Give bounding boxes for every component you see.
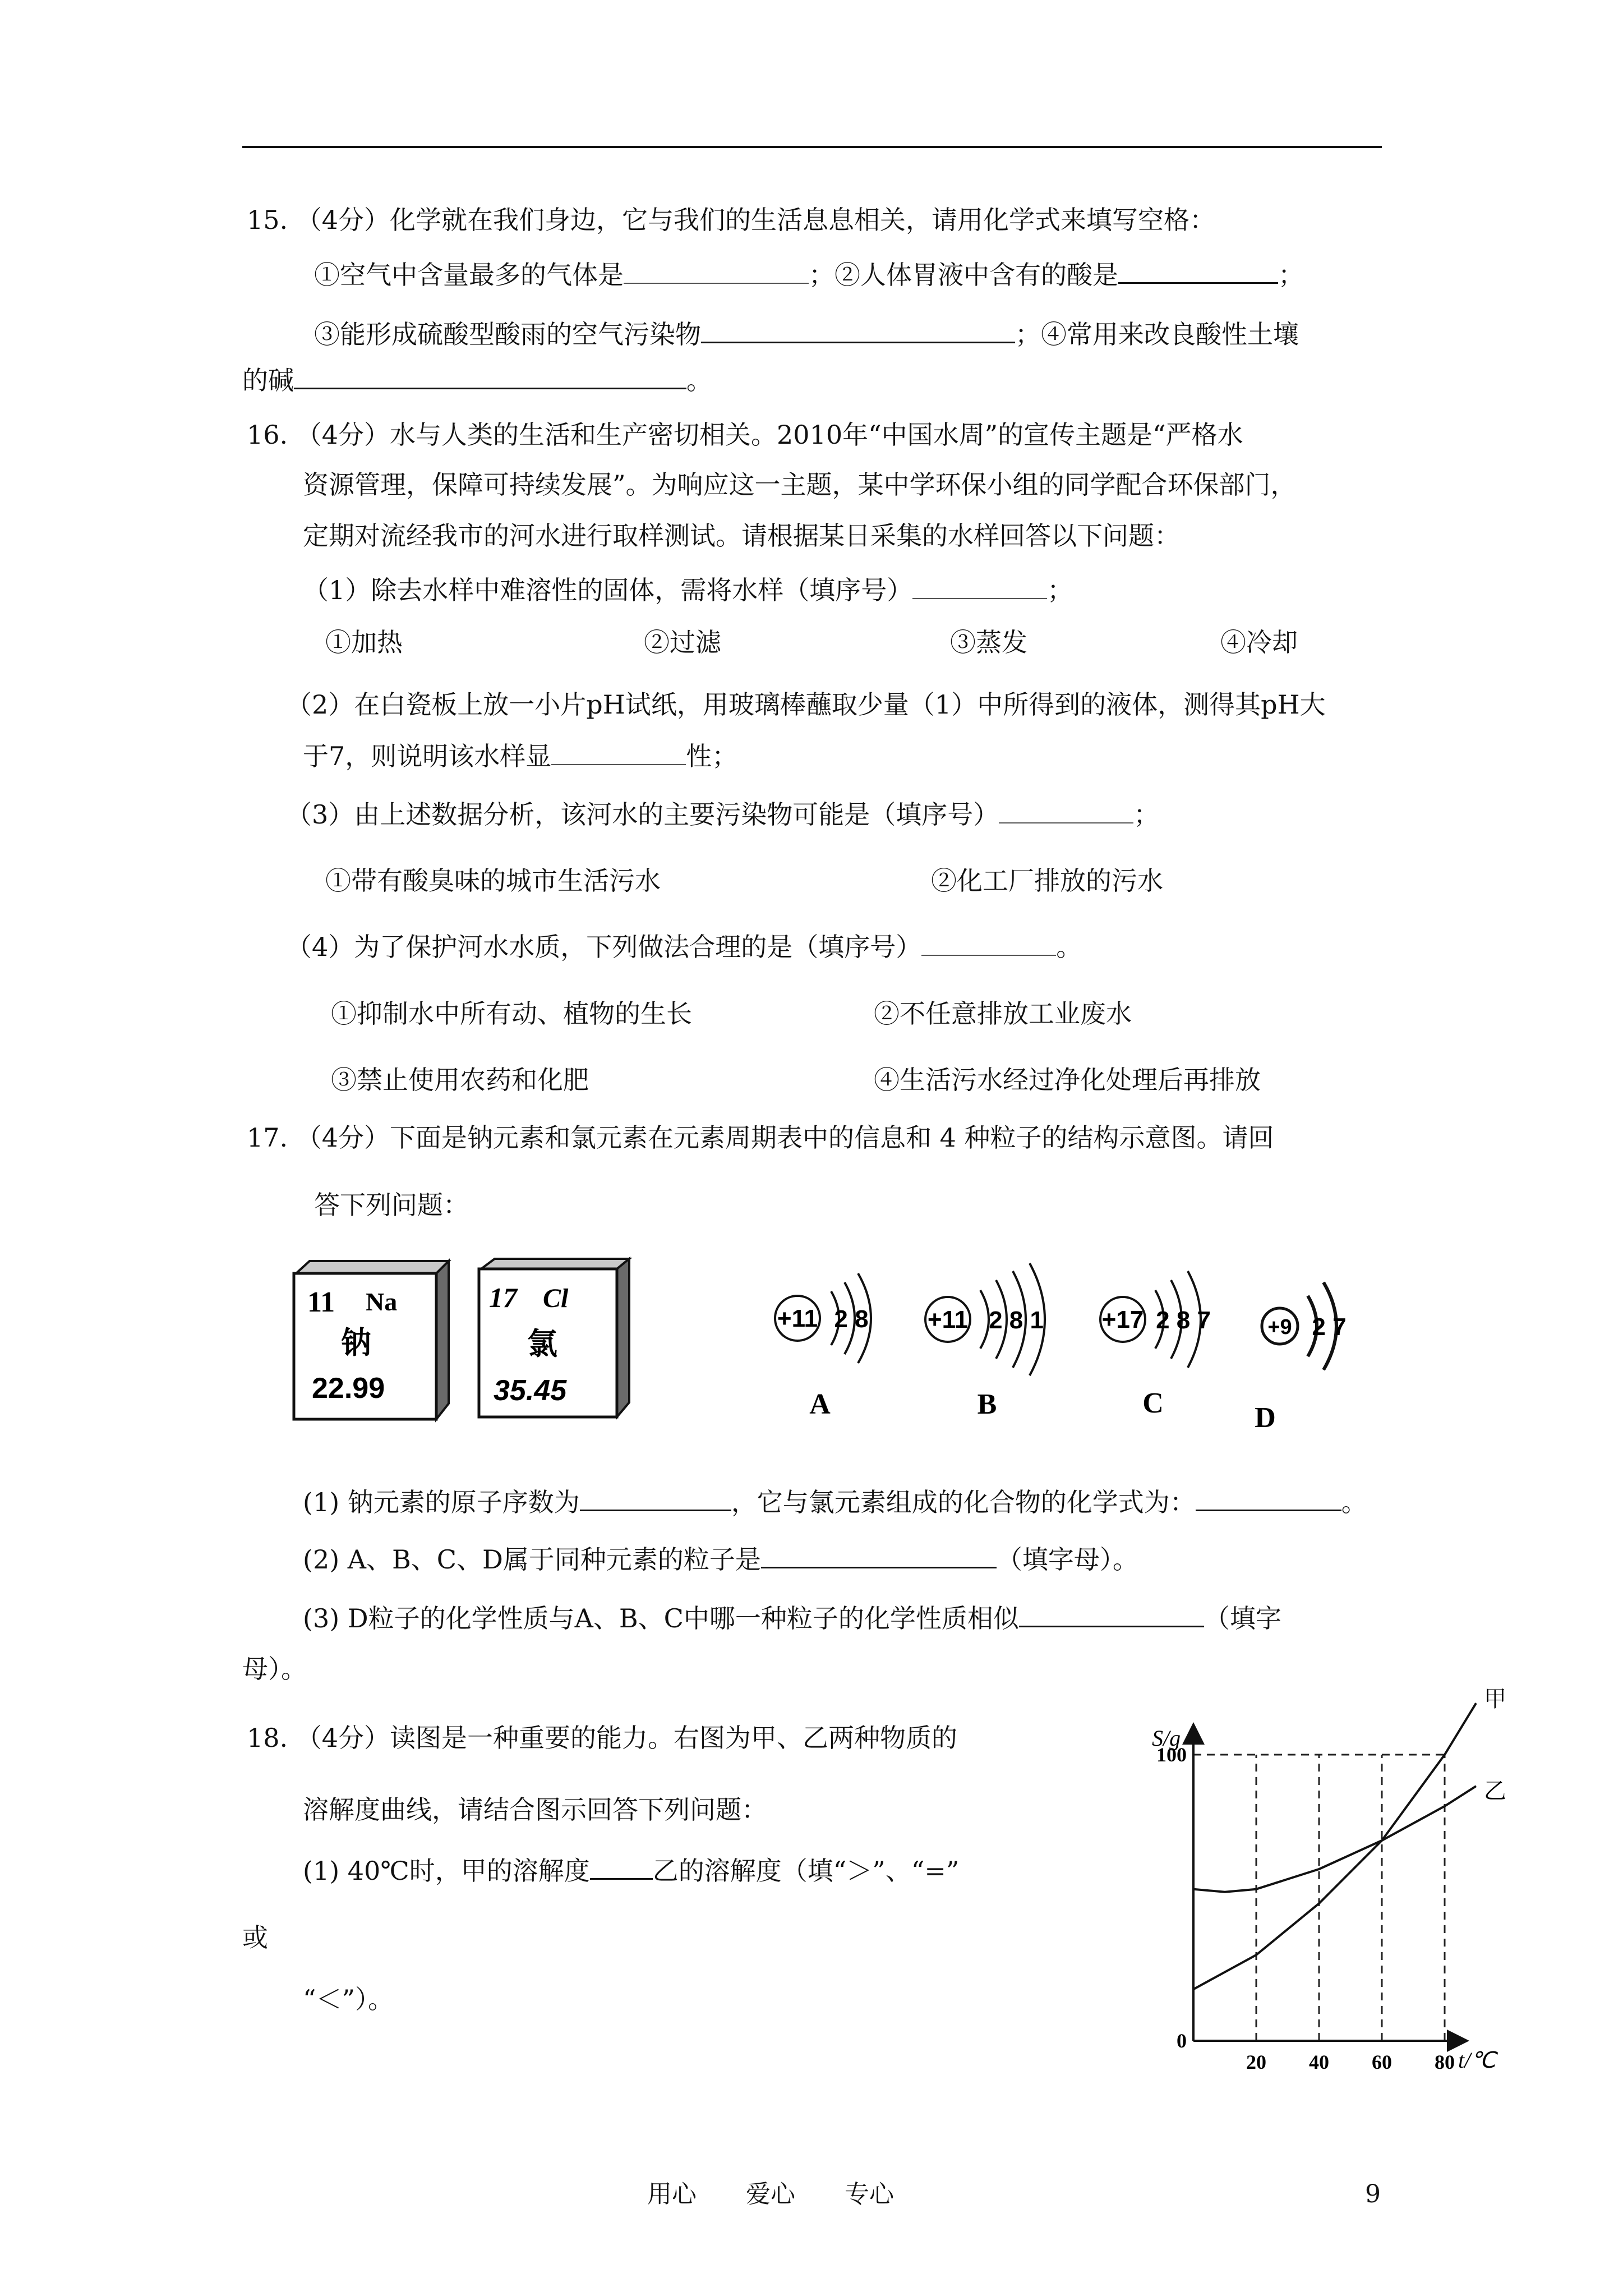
particle-c-diagram: [1094, 1251, 1234, 1419]
q16-p4: （4）为了保护河水水质，下列做法合理的是（填序号）: [286, 932, 922, 962]
q17-blank-1[interactable]: [580, 1489, 731, 1511]
q15-l3b: 。: [686, 365, 712, 395]
q16-opt4-4: ④生活污水经过净化处理后再排放: [874, 1065, 1261, 1095]
x-axis-label: t/℃: [1458, 2047, 1496, 2073]
q16-opt4-1: ①抑制水中所有动、植物的生长: [331, 999, 692, 1029]
q16-part2-a: （2）在白瓷板上放一小片pH试纸，用玻璃棒蘸取少量（1）中所得到的液体，测得其pH大: [286, 689, 1326, 720]
q18-p1a: (1) 40℃时，甲的溶解度: [303, 1856, 590, 1886]
q16-p4-end: 。: [1056, 932, 1082, 962]
q17-part1: [303, 1485, 1367, 1519]
q17-p2a: (2) A、B、C、D属于同种元素的粒子是: [303, 1544, 761, 1575]
q17-part3-end: 母）。: [242, 1654, 307, 1684]
q16-blank-1[interactable]: [912, 578, 1047, 599]
q15-line2: [314, 318, 1299, 351]
q16-stem-3: 定期对流经我市的河水进行取样测试。请根据某日采集的水样回答以下问题：: [303, 521, 1180, 551]
series-label-0: 甲: [1484, 1686, 1506, 1713]
q18-stem-2: 溶解度曲线，请结合图示回答下列问题：: [303, 1795, 767, 1825]
q15-blank-4[interactable]: [294, 367, 686, 389]
particle-a-nucleus: +11: [777, 1305, 818, 1332]
particle-c-label: C: [1142, 1387, 1164, 1419]
particle-a-label: A: [809, 1388, 831, 1420]
q16-stem-2: 资源管理，保障可持续发展”。为响应这一主题，某中学环保小组的同学配合环保部门，: [303, 470, 1297, 500]
solubility-chart: [1144, 1686, 1537, 2104]
q16-opt3-2: ②化工厂排放的污水: [931, 866, 1163, 896]
q17-stem-2: 答下列问题：: [314, 1190, 469, 1220]
y-axis-label: S/g: [1152, 1726, 1181, 1751]
q18-blank-1[interactable]: [590, 1858, 653, 1880]
q16-blank-4[interactable]: [921, 935, 1056, 956]
q16-stem-1: 16. （4分）水与人类的生活和生产密切相关。2010年“中国水周”的宣传主题是“严格水: [247, 420, 1243, 450]
q15-blank-1[interactable]: [624, 263, 809, 284]
q15-blank-3[interactable]: [701, 321, 1015, 343]
q15-l2a: ③能形成硫酸型酸雨的空气污染物: [314, 319, 701, 349]
series-label-1: 乙: [1484, 1778, 1506, 1805]
q15-blank-2[interactable]: [1118, 262, 1278, 284]
q16-p2b-end: 性；: [686, 741, 738, 771]
q16-p1: （1）除去水样中难溶性的固体，需将水样（填序号）: [303, 575, 913, 605]
q16-opt1-4: ④冷却: [1220, 627, 1298, 657]
q16-blank-2[interactable]: [551, 744, 686, 765]
q16-opt1-3: ③蒸发: [950, 627, 1027, 657]
particle-b-nucleus: +11: [927, 1306, 969, 1333]
particle-a-shells: 2 8: [834, 1305, 869, 1333]
q16-part2-b: [303, 739, 737, 773]
q16-blank-3[interactable]: [999, 802, 1133, 823]
chart-series-group: [1193, 1686, 1506, 1989]
q17-p3a: (3) D粒子的化学性质与A、B、C中哪一种粒子的化学性质相似: [303, 1603, 1019, 1634]
q17-p2b: （填字母）。: [996, 1544, 1138, 1575]
q16-part4: [286, 930, 1082, 964]
q16-p3-end: ；: [1133, 799, 1160, 830]
particle-d-label: D: [1255, 1402, 1276, 1434]
chart-reference-lines: [1193, 1755, 1445, 2041]
particle-d-nucleus: +9: [1267, 1315, 1292, 1339]
q16-opt4-3: ③禁止使用农药和化肥: [331, 1065, 589, 1095]
q17-blank-2[interactable]: [1196, 1489, 1341, 1511]
y-tick-100: 100: [1156, 1743, 1187, 1766]
q18-part1: [303, 1854, 959, 1888]
q16-opt1-2: ②过滤: [644, 627, 721, 657]
q18-stem-1: 18. （4分）读图是一种重要的能力。右图为甲、乙两种物质的: [247, 1723, 958, 1753]
x-tick-40: 40: [1309, 2051, 1329, 2073]
q15-stem: 15. （4分）化学就在我们身边，它与我们的生活息息相关，请用化学式来填写空格：: [247, 205, 1216, 235]
header-rule: [242, 146, 1382, 148]
q16-opt3-1: ①带有酸臭味的城市生活污水: [325, 866, 661, 896]
q17-p1c: 。: [1341, 1487, 1367, 1517]
page-number: 9: [1365, 2180, 1381, 2208]
footer-motto: 用心 爱心 专心: [647, 2180, 894, 2208]
sodium-card: [280, 1257, 454, 1430]
chlorine-name: 氯: [527, 1326, 557, 1361]
q16-part1: [303, 573, 1073, 607]
x-tick-60: 60: [1372, 2051, 1392, 2073]
q17-part2: [303, 1543, 1138, 1576]
x-tick-80: 80: [1435, 2051, 1455, 2073]
q16-part3: [286, 798, 1159, 831]
chlorine-mass: 35.45: [494, 1374, 567, 1407]
particle-a-diagram: [768, 1251, 892, 1419]
sodium-mass: 22.99: [312, 1372, 385, 1405]
chlorine-card: [469, 1255, 637, 1429]
q17-blank-4[interactable]: [1019, 1605, 1204, 1627]
q15-l3a: 的碱: [242, 365, 294, 395]
series-line-0: [1193, 1703, 1476, 1989]
sodium-number: 11: [307, 1286, 335, 1318]
q17-part3: [303, 1602, 1281, 1635]
particle-b-label: B: [977, 1388, 997, 1420]
q15-l1a: ①空气中含量最多的气体是: [314, 260, 624, 290]
q16-p1-end: ；: [1047, 575, 1073, 605]
particle-b-shells: 2 8 1: [989, 1306, 1044, 1334]
q18-part1-end: “＜”）。: [303, 1984, 394, 2014]
chart-tick-labels: [1156, 1743, 1455, 2073]
q16-opt1-1: ①加热: [325, 627, 403, 657]
q17-p1a: (1) 钠元素的原子序数为: [303, 1487, 580, 1517]
chlorine-symbol: Cl: [543, 1283, 569, 1313]
q15-l2b: ；④常用来改良酸性土壤: [1015, 319, 1299, 349]
q17-blank-3[interactable]: [761, 1547, 997, 1568]
q16-p3: （3）由上述数据分析，该河水的主要污染物可能是（填序号）: [286, 799, 999, 830]
sodium-name: 钠: [341, 1324, 371, 1360]
sodium-symbol: Na: [366, 1287, 398, 1316]
q18-p1b: 乙的溶解度（填“＞”、“=”: [652, 1856, 960, 1886]
particle-c-shells: 2 8 7: [1156, 1306, 1211, 1334]
particle-d-shells: 2 7: [1312, 1313, 1347, 1341]
particle-d-diagram: [1251, 1254, 1380, 1434]
q15-line1: [314, 258, 1304, 292]
particle-c-nucleus: +17: [1101, 1306, 1144, 1333]
q18-part1-or: 或: [242, 1922, 268, 1953]
q15-l1c: ；: [1278, 260, 1304, 290]
q17-stem-1: 17. （4分）下面是钠元素和氯元素在元素周期表中的信息和 4 种粒子的结构示意图。请回: [247, 1122, 1274, 1153]
q17-p1b: ，它与氯元素组成的化合物的化学式为：: [731, 1487, 1196, 1517]
q16-p2b: 于7，则说明该水样显: [303, 741, 552, 771]
q15-line3: [242, 364, 712, 397]
particle-b-diagram: [920, 1251, 1071, 1419]
x-tick-20: 20: [1246, 2051, 1266, 2073]
q16-opt4-2: ②不任意排放工业废水: [874, 999, 1132, 1029]
series-line-1: [1193, 1786, 1476, 1892]
chlorine-number: 17: [489, 1282, 517, 1313]
q17-p3b: （填字: [1204, 1603, 1281, 1634]
y-tick-0: 0: [1177, 2030, 1187, 2052]
q15-l1b: ；②人体胃液中含有的酸是: [809, 260, 1118, 290]
